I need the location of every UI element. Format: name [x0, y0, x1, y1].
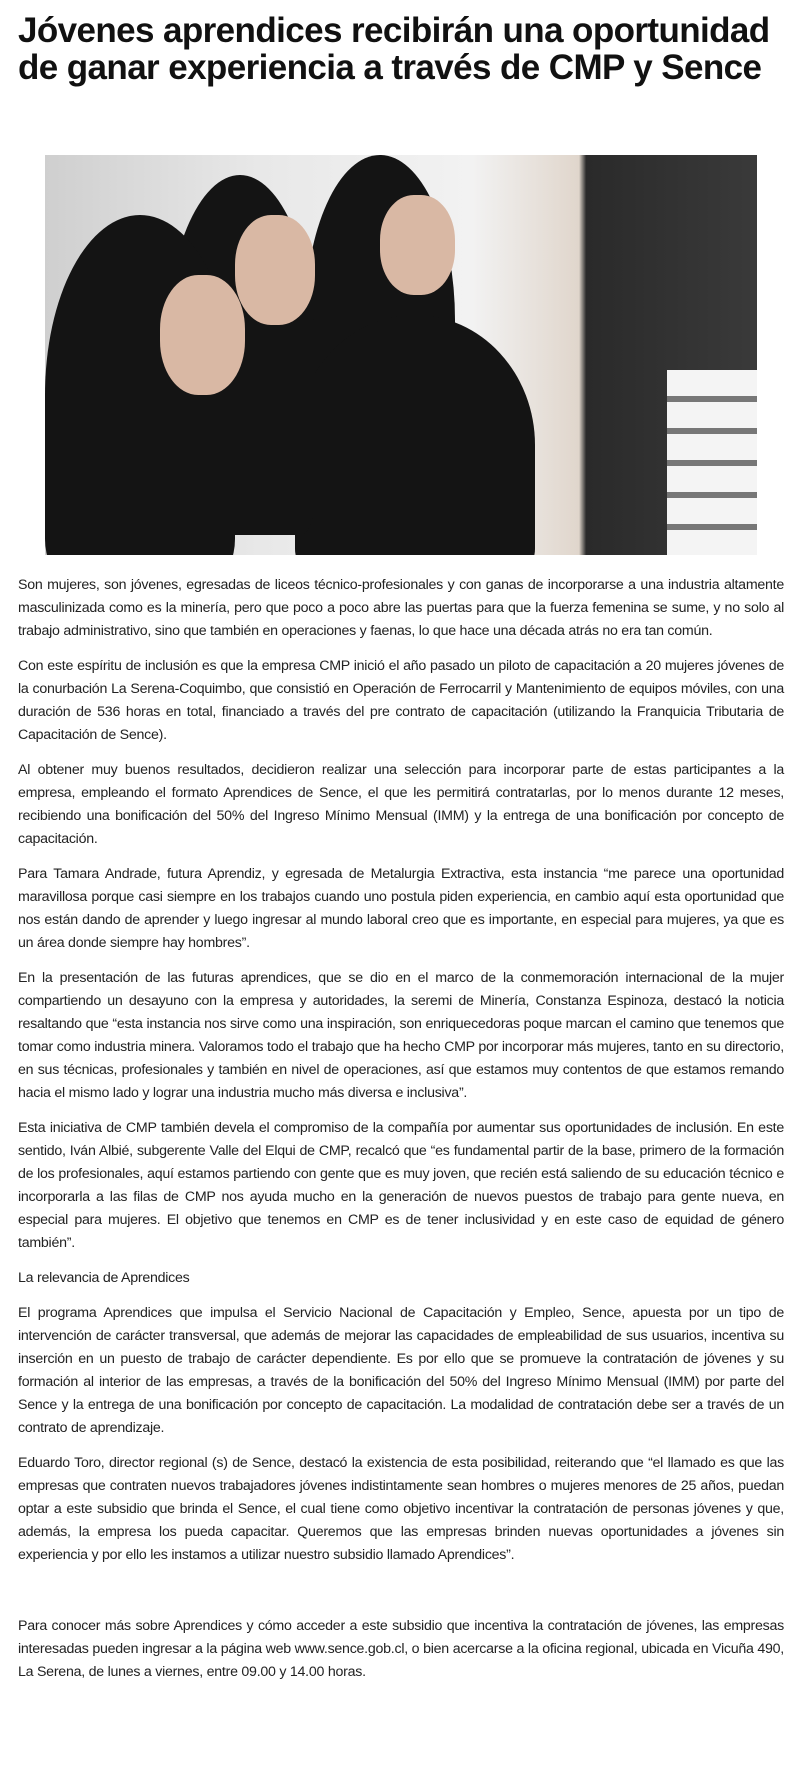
section-subheading: La relevancia de Aprendices [18, 1270, 190, 1286]
woman-middle-face [235, 215, 315, 325]
paragraph: Para conocer más sobre Aprendices y cómo acceder a este subsidio que incentiva la contratación de jóvenes, las empresas interesadas pueden ingresar a la página web www.sence.gob.cl, o bien acercarse a la oficina regional, ubicada en Vicuña 490, La Serena, de lunes a viernes, entre 09.00 y 14.00 horas. [18, 1618, 784, 1680]
woman-right-face [380, 195, 455, 295]
article-title: Jóvenes aprendices recibirán una oportunidad de ganar experiencia a través de CMP y Sence [18, 11, 770, 87]
woman-left-face [160, 275, 245, 395]
paragraph: En la presentación de las futuras aprendices, que se dio en el marco de la conmemoración internacional de la mujer compartiendo un desayuno con la empresa y autoridades, la seremi de Minería, Constanza Espinoza, destacó la noticia resaltando que “esta instancia nos sirve como una inspiración, son enriquecedoras poque marcan el camino que tenemos que tomar como industria minera. Valoramos todo el trabajo que ha hecho CMP por incorporar más mujeres, tanto en su directorio, en sus técnicas, profesionales y también en nivel de operaciones, así que estamos muy contentos de que estamos remando hacia el mismo lado y lograr una industria mucho más diversa e inclusiva”. [18, 970, 784, 1101]
paragraph: Son mujeres, son jóvenes, egresadas de liceos técnico-profesionales y con ganas de incorporarse a una industria altamente masculinizada como es la minería, pero que poco a poco abre las puertas para que la fuerza femenina se sume, y no solo al trabajo administrativo, sino que también en operaciones y faenas, lo que hace una década atrás no era tan común. [18, 577, 784, 639]
paragraph: Al obtener muy buenos resultados, decidieron realizar una selección para incorporar parte de estas participantes a la empresa, empleando el formato Aprendices de Sence, el que les permitirá contratarlas, por lo menos durante 12 meses, recibiendo una bonificación del 50% del Ingreso Mínimo Mensual (IMM) y la entrega de una bonificación por concepto de capacitación. [18, 762, 784, 847]
article-body [18, 574, 784, 1696]
woman-right-body [295, 315, 535, 555]
table-cups [667, 370, 757, 555]
paragraph: Eduardo Toro, director regional (s) de Sence, destacó la existencia de esta posibilidad, reiterando que “el llamado es que las empresas que contraten nuevos trabajadores jóvenes indistintamente sean hombres o mujeres menores de 25 años, puedan optar a este subsidio que brinda el Sence, el cual tiene como objetivo incentivar la contratación de personas jóvenes y que, además, la empresa los pueda capacitar. Queremos que las empresas brinden nuevas oportunidades a jóvenes sin experiencia y por ello les instamos a utilizar nuestro subsidio llamado Aprendices”. [18, 1455, 784, 1563]
paragraph: El programa Aprendices que impulsa el Servicio Nacional de Capacitación y Empleo, Sence, apuesta por un tipo de intervención de carácter transversal, que además de mejorar las capacidades de empleabilidad de sus usuarios, incentiva su inserción en un puesto de trabajo de carácter dependiente. Es por ello que se promueve la contratación de jóvenes y su formación al interior de las empresas, a través de la bonificación del 50% del Ingreso Mínimo Mensual (IMM) por parte del Sence y la entrega de una bonificación por concepto de capacitación. La modalidad de contratación debe ser a través de un contrato de aprendizaje. [18, 1305, 784, 1436]
article-photo [45, 155, 757, 555]
paragraph: Con este espíritu de inclusión es que la empresa CMP inició el año pasado un piloto de capacitación a 20 mujeres jóvenes de la conurbación La Serena-Coquimbo, que consistió en Operación de Ferrocarril y Mantenimiento de equipos móviles, con una duración de 536 horas en total, financiado a través del pre contrato de capacitación (utilizando la Franquicia Tributaria de Capacitación de Sence). [18, 658, 784, 743]
paragraph: Esta iniciativa de CMP también devela el compromiso de la compañía por aumentar sus oportunidades de inclusión. En este sentido, Iván Albié, subgerente Valle del Elqui de CMP, recalcó que “es fundamental partir de la base, primero de la formación de los profesionales, aquí estamos partiendo con gente que es muy joven, que recién está saliendo de su educación técnico e incorporarla a las filas de CMP nos ayuda mucho en la generación de nuevos puestos de trabajo para gente nueva, en especial para mujeres. El objetivo que tenemos en CMP es de tener inclusividad y en este caso de equidad de género también”. [18, 1120, 784, 1251]
paragraph: Para Tamara Andrade, futura Aprendiz, y egresada de Metalurgia Extractiva, esta instancia “me parece una oportunidad maravillosa porque casi siempre en los trabajos cuando uno postula piden experiencia, en cambio aquí esta oportunidad que nos están dando de aprender y luego ingresar al mundo laboral creo que es importante, en especial para mujeres, ya que es un área donde siempre hay hombres”. [18, 866, 784, 951]
spacer [18, 1579, 784, 1615]
